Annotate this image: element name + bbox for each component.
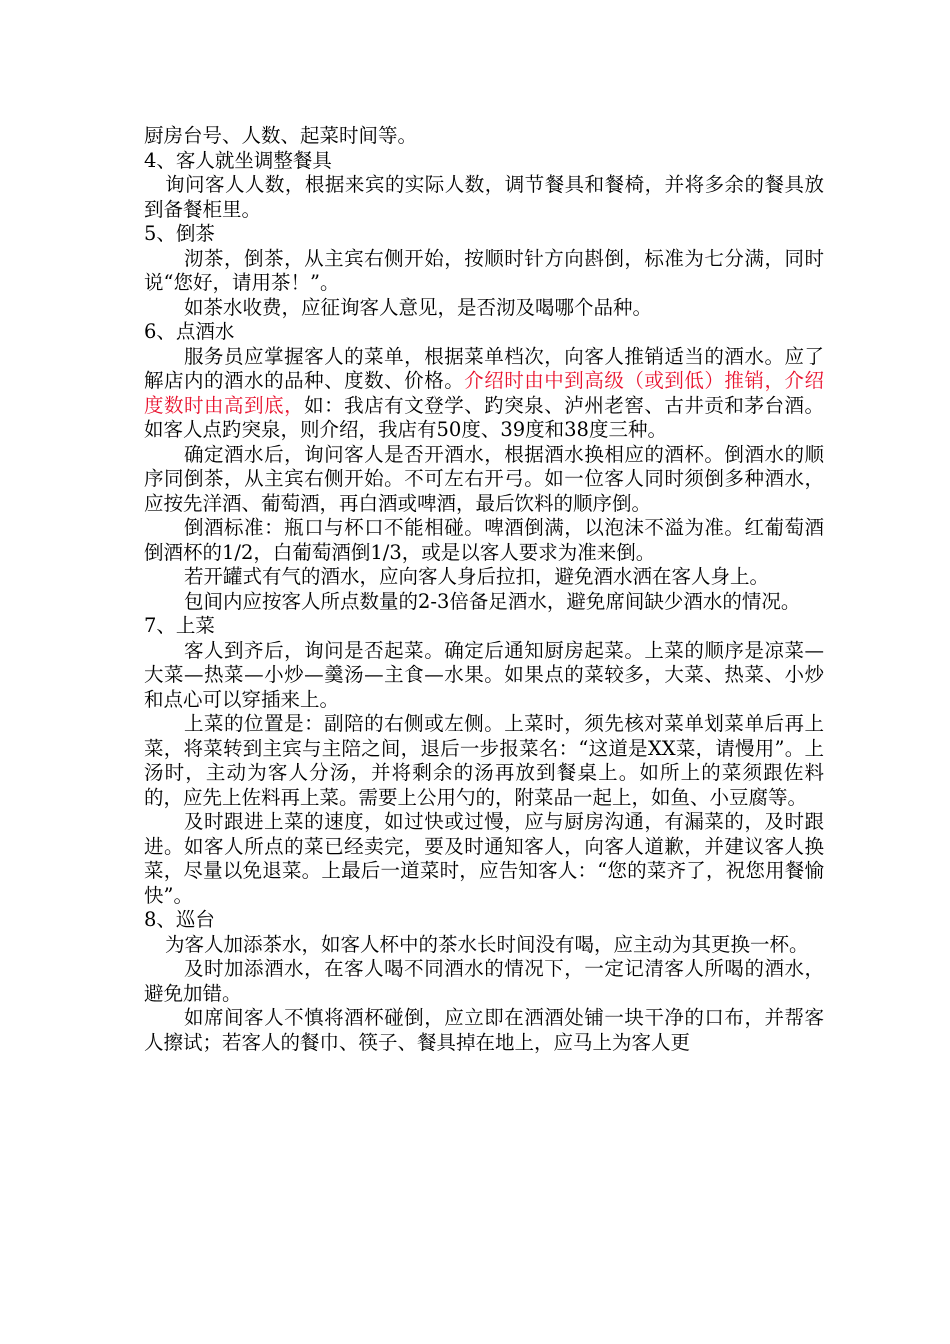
paragraph: 及时加添酒水，在客人喝不同酒水的情况下，一定记清客人所喝的酒水，避免加错。 xyxy=(144,957,824,1005)
section-heading-4: 4、客人就坐调整餐具 xyxy=(144,148,332,172)
paragraph: 询问客人人数，根据来宾的实际人数，调节餐具和餐椅，并将多余的餐具放到备餐柜里。 xyxy=(144,173,824,221)
section-heading-8: 8、巡台 xyxy=(144,908,215,931)
highlighted-text: 介绍时由中到高级（或到低）推销，介绍度数时由高到底， xyxy=(144,369,824,417)
paragraph: 如席间客人不慎将酒杯碰倒，应立即在洒酒处铺一块干净的口布，并帮客人擦试；若客人的餐巾、筷子、餐具掉在地上，应马上为客人更 xyxy=(144,1006,824,1054)
paragraph: 确定酒水后，询问客人是否开酒水，根据酒水换相应的酒杯。倒酒水的顺序同倒茶，从主宾右侧开始。不可左右开弓。如一位客人同时须倒多种酒水，应按先洋酒、葡萄酒，再白酒或啤酒，最后饮料的顺序倒。 xyxy=(144,442,824,515)
paragraph: 及时跟进上菜的速度，如过快或过慢，应与厨房沟通，有漏菜的，及时跟进。如客人所点的菜已经卖完，要及时通知客人，向客人道歉，并建议客人换菜，尽量以免退菜。上最后一道菜时，应告知客人：“您的菜齐了，祝您用餐愉快”。 xyxy=(144,810,824,907)
continuation-line: 厨房台号、人数、起菜时间等。 xyxy=(144,124,418,147)
paragraph: 上菜的位置是：副陪的右侧或左侧。上菜时，须先核对菜单划菜单后再上菜，将菜转到主宾与主陪之间，退后一步报菜名：“这道是XX菜，请慢用”。上汤时，主动为客人分汤，并将剩余的汤再放到餐桌上。如所上的菜须跟佐料的，应先上佐料再上菜。需要上公用勺的，附菜品一起上，如鱼、小豆腐等。 xyxy=(144,712,824,809)
section-heading-5: 5、倒茶 xyxy=(144,222,215,245)
document-page xyxy=(144,124,824,1055)
section-heading-7: 7、上菜 xyxy=(144,614,215,637)
paragraph: 包间内应按客人所点数量的2-3倍备足酒水，避免席间缺少酒水的情况。 xyxy=(184,589,801,613)
text-run: 服务员应掌握客人的菜单，根据菜单档次，向客人推销适当的酒水。应了解店内的酒水的品种、度数、价格。 xyxy=(144,344,824,392)
paragraph: 如茶水收费，应征询客人意见，是否沏及喝哪个品种。 xyxy=(184,295,653,319)
paragraph: 若开罐式有气的酒水，应向客人身后拉扣，避免酒水洒在客人身上。 xyxy=(184,565,770,588)
section-heading-6: 6、点酒水 xyxy=(144,320,235,343)
paragraph xyxy=(144,345,824,443)
paragraph: 为客人加添茶水，如客人杯中的茶水长时间没有喝，应主动为其更换一杯。 xyxy=(165,932,809,956)
text-run: 如：我店有文登学、趵突泉、泸州老窖、古井贡和茅台酒。如客人点趵突泉，则介绍，我店有50度、39度和38度三种。 xyxy=(144,393,824,441)
paragraph: 沏茶，倒茶，从主宾右侧开始，按顺时针方向斟倒，标准为七分满，同时说“您好，请用茶！”。 xyxy=(144,246,824,294)
paragraph: 倒酒标准：瓶口与杯口不能相碰。啤酒倒满，以泡沫不溢为准。红葡萄酒倒酒杯的1/2，白葡萄酒倒1/3，或是以客人要求为准来倒。 xyxy=(144,516,824,564)
paragraph: 客人到齐后，询问是否起菜。确定后通知厨房起菜。上菜的顺序是凉菜—大菜—热菜—小炒—羹汤—主食—水果。如果点的菜较多，大菜、热菜、小炒和点心可以穿插来上。 xyxy=(144,638,824,711)
